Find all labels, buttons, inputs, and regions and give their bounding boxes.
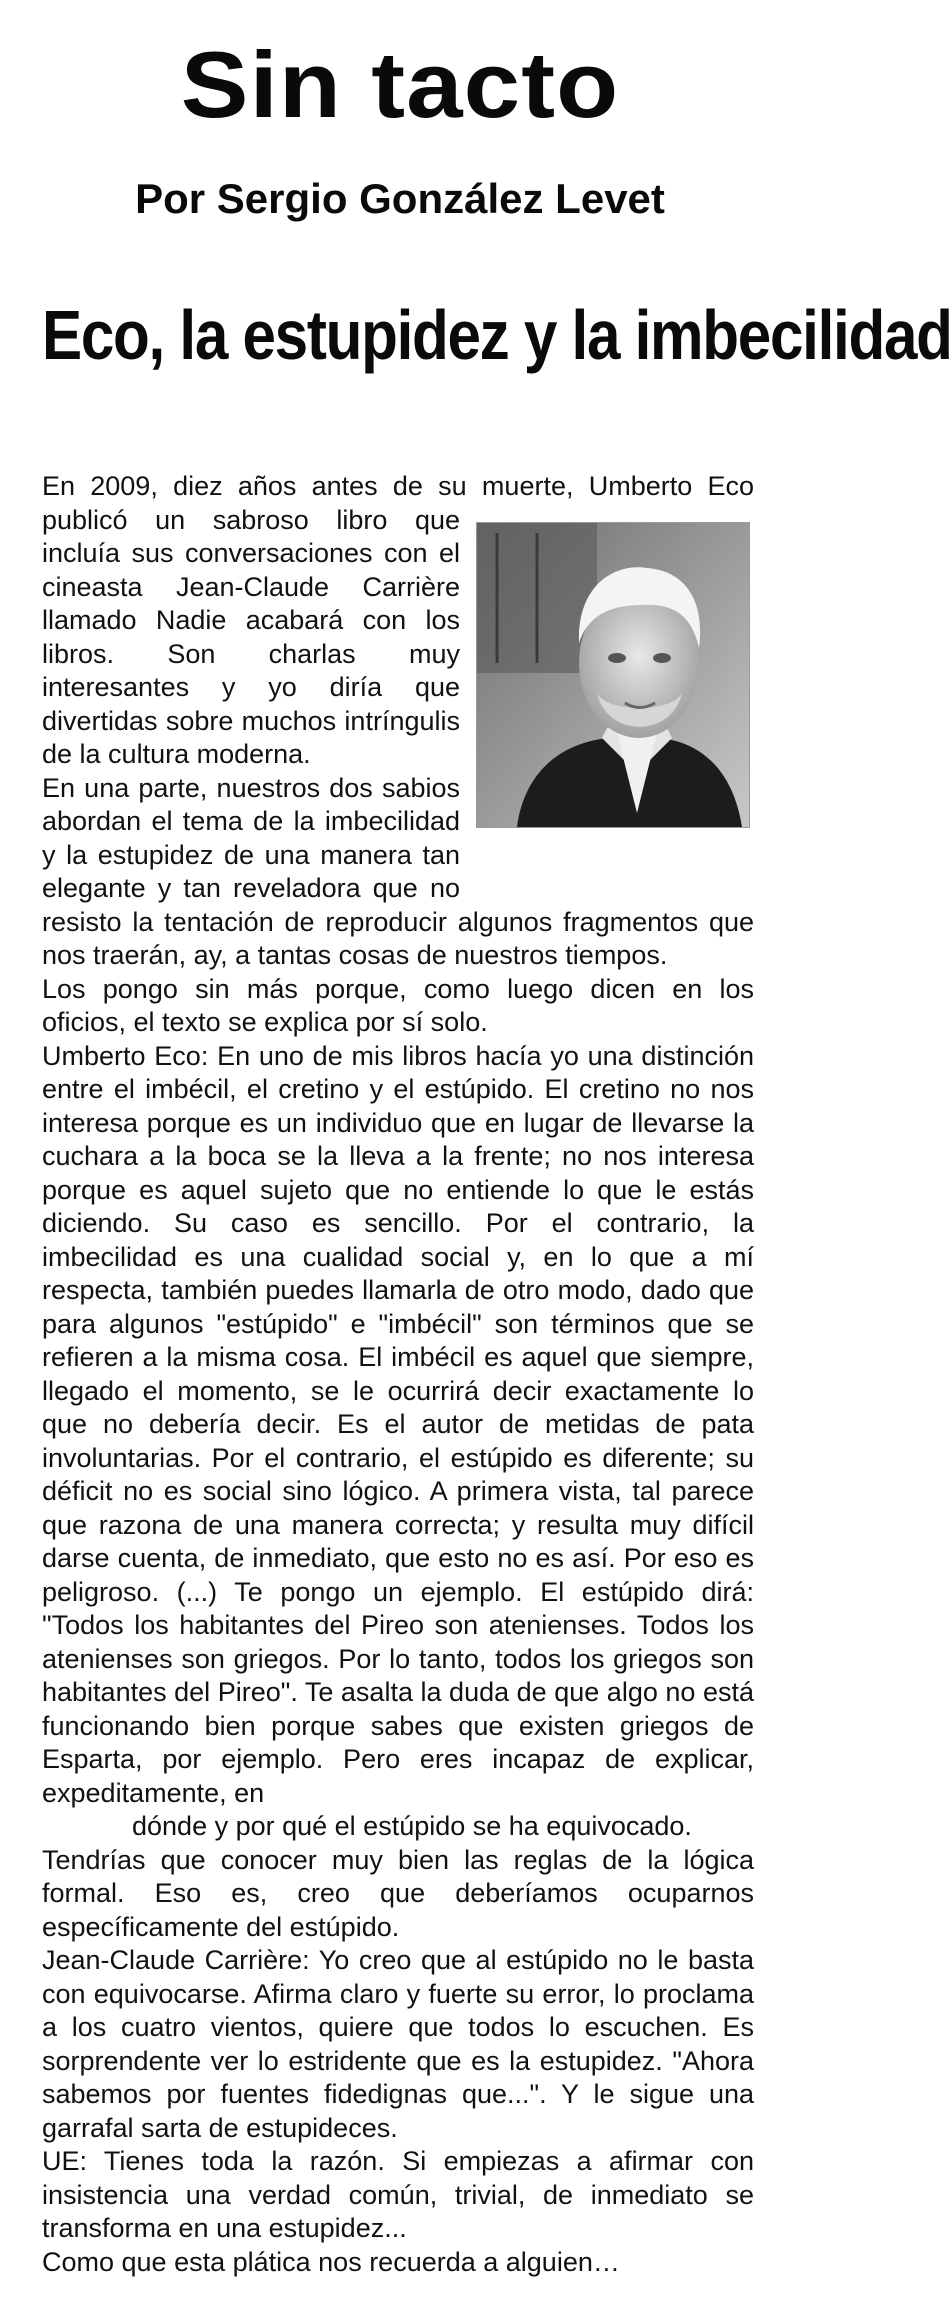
paragraph-4: Umberto Eco: En uno de mis libros hacía yo una distinción entre el imbécil, el cretino y el estúpido. El cretino no nos interesa porque es un individuo que en lugar de llevarse la cuchara a la boca se la lleva a la frente; no nos interesa porque es aquel sujeto que no entiende lo que le estás diciendo. Su caso es sencillo. Por el contrario, la imbecilidad es una cualidad social y, en lo que a mí respecta, también puedes llamarla de otro modo, dado que para algunos "estúpido" e "imbécil" son términos que se refieren a la misma cosa. El imbécil es aquel que siempre, llegado el momento, se le ocurrirá decir exactamente lo que no debería decir. Es el autor de metidas de pata involuntarias. Por el contrario, el estúpido es diferente; su déficit no es social sino lógico. A primera vista, tal parece que razona de una manera correcta; y resulta muy difícil darse cuenta, de inmediato, que esto no es así. Por eso es peligroso. (...) Te pongo un ejemplo. El estúpido dirá: "Todos los habitantes del Pireo son atenienses. Todos los atenienses son griegos. Por lo tanto, todos los griegos son habitantes del Pireo". Te asalta la duda de que algo no está funcionando bien porque sabes que existen griegos de Esparta, por ejemplo. Pero eres incapaz de explicar, expeditamente, en bbox=[42, 1040, 754, 1808]
byline: Por Sergio González Levet bbox=[135, 175, 665, 222]
paragraph-5: Tendrías que conocer muy bien las reglas de la lógica formal. Eso es, creo que deberíamos ocuparnos específicamente del estúpido. bbox=[42, 1844, 754, 1942]
paragraph-4-continued: dónde y por qué el estúpido se ha equivocado. bbox=[132, 1811, 692, 1841]
column-title: Sin tacto bbox=[180, 32, 620, 137]
paragraph-8: Como que esta plática nos recuerda a alguien… bbox=[42, 2246, 620, 2277]
paragraph-3: Los pongo sin más porque, como luego dicen en los oficios, el texto se explica por sí solo. bbox=[42, 973, 754, 1037]
paragraph-6: Jean-Claude Carrière: Yo creo que al estúpido no le basta con equivocarse. Afirma claro y fuerte su error, lo proclama a los cuatro vientos, quiere que todos lo escuchen. Es sorprendente ver lo estridente que es la estupidez. "Ahora sabemos por fuentes fidedignas que...". Y le sigue una garrafal sarta de estupideces. bbox=[42, 1945, 754, 2143]
headline: Eco, la estupidez y la imbecilidad bbox=[42, 296, 952, 374]
article-body bbox=[42, 470, 754, 2279]
paragraph-2: En una parte, nuestros dos sabios abordan el tema de la imbecilidad y la estupidez de una manera tan elegante y tan reveladora que no resisto la tentación de reproducir algunos fragmentos que nos traerán, ay, a tantas cosas de nuestros tiempos. bbox=[42, 772, 754, 970]
paragraph-1: En 2009, diez años antes de su muerte, Umberto Eco publicó un sabroso libro que incluía sus conversaciones con el cineasta Jean-Claude Carrière llamado Nadie acabará con los libros. Son charlas muy interesantes y yo diría que divertidas sobre muchos intríngulis de la cultura moderna. bbox=[42, 471, 754, 769]
paragraph-7: UE: Tienes toda la razón. Si empiezas a afirmar con insistencia una verdad común, trivial, de inmediato se transforma en una estupidez... bbox=[42, 2146, 754, 2243]
